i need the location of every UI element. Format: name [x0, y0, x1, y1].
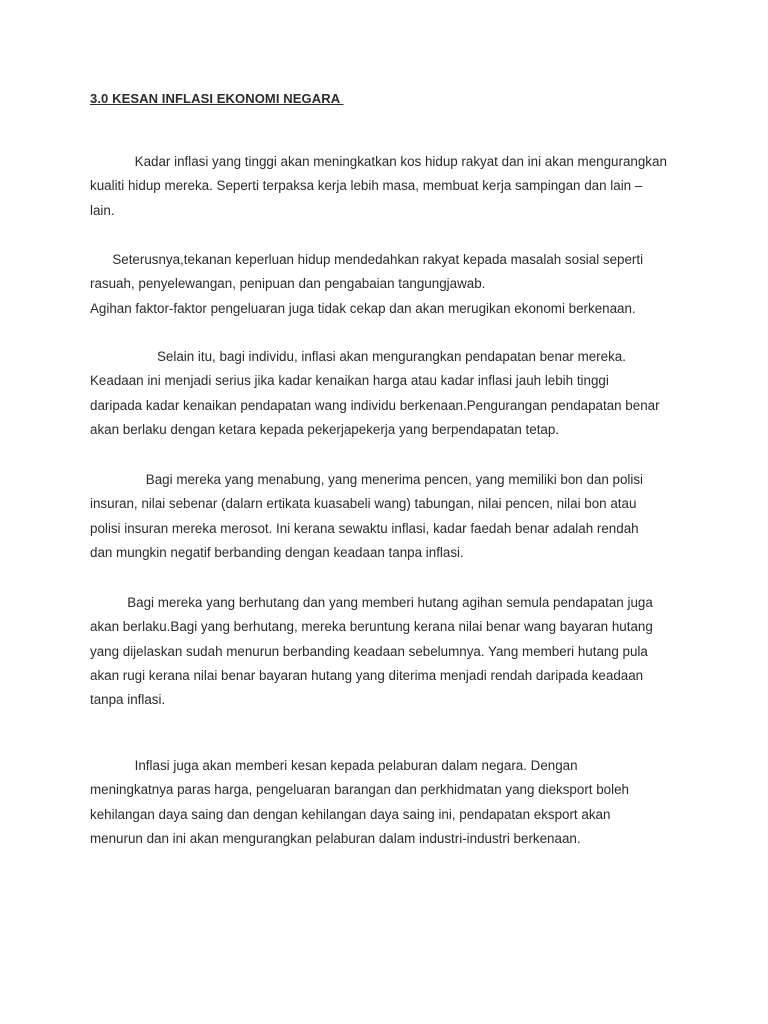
paragraph-line: tanpa inflasi. — [90, 692, 166, 708]
paragraph-line: akan berlaku.Bagi yang berhutang, mereka beruntung kerana nilai benar wang bayaran hutang — [90, 619, 653, 635]
paragraph-line: dan mungkin negatif berbanding dengan keadaan tanpa inflasi. — [90, 544, 464, 560]
paragraph-living-cost — [90, 150, 667, 223]
paragraph-line: kualiti hidup mereka. Seperti terpaksa kerja lebih masa, membuat kerja sampingan dan lain – — [90, 178, 643, 194]
paragraph-line: Keadaan ini menjadi serius jika kadar kenaikan harga atau kadar inflasi jauh lebih tinggi — [90, 373, 609, 389]
section-heading: 3.0 KESAN INFLASI EKONOMI NEGARA — [90, 91, 344, 106]
paragraph-line: Seterusnya,tekanan keperluan hidup mendedahkan rakyat kepada masalah sosial seperti — [90, 252, 644, 267]
paragraph-line: akan rugi kerana nilai benar bayaran hutang yang diterima menjadi rendah daripada keadaan — [90, 667, 644, 683]
paragraph-line: insuran, nilai sebenar (dalarn ertikata kuasabeli wang) tabungan, nilai pencen, nilai bon atau — [90, 496, 637, 512]
paragraph-debtors-creditors — [90, 591, 653, 712]
paragraph-line: akan berlaku dengan ketara kepada pekerjapekerja yang berpendapatan tetap. — [90, 421, 560, 437]
paragraph-line: Kadar inflasi yang tinggi akan meningkatkan kos hidup rakyat dan ini akan mengurangkan — [90, 154, 667, 169]
paragraph-line: Bagi mereka yang berhutang dan yang memberi hutang agihan semula pendapatan juga — [90, 595, 653, 610]
paragraph-line: Bagi mereka yang menabung, yang menerima pencen, yang memiliki bon dan polisi — [90, 472, 644, 487]
paragraph-line: kehilangan daya saing dan dengan kehilangan daya saing ini, pendapatan eksport akan — [90, 806, 611, 822]
paragraph-line: daripada kadar kenaikan pendapatan wang individu berkenaan.Pengurangan pendapatan benar — [90, 397, 660, 413]
paragraph-line: Selain itu, bagi individu, inflasi akan mengurangkan pendapatan benar mereka. — [90, 349, 626, 364]
paragraph-line: rasuah, penyelewangan, penipuan dan pengabaian tangungjawab. — [90, 276, 486, 292]
paragraph-line: meningkatnya paras harga, pengeluaran barangan dan perkhidmatan yang dieksport boleh — [90, 782, 629, 798]
paragraph-savers — [90, 468, 643, 565]
paragraph-line: polisi insuran mereka merosot. Ini kerana sewaktu inflasi, kadar faedah benar adalah rendah — [90, 520, 639, 536]
paragraph-line: yang dijelaskan sudah menurun berbanding keadaan sebelumnya. Yang memberi hutang pula — [90, 643, 648, 659]
paragraph-real-income — [90, 345, 660, 442]
paragraph-line: Inflasi juga akan memberi kesan kepada pelaburan dalam negara. Dengan — [90, 758, 578, 773]
paragraph-line: Agihan faktor-faktor pengeluaran juga tidak cekap dan akan merugikan ekonomi berkenaan. — [90, 300, 636, 316]
paragraph-investment — [90, 754, 629, 851]
paragraph-line: menurun dan ini akan mengurangkan pelaburan dalam industri-industri berkenaan. — [90, 830, 581, 846]
paragraph-social-problems — [90, 248, 643, 321]
paragraph-line: lain. — [90, 202, 115, 218]
